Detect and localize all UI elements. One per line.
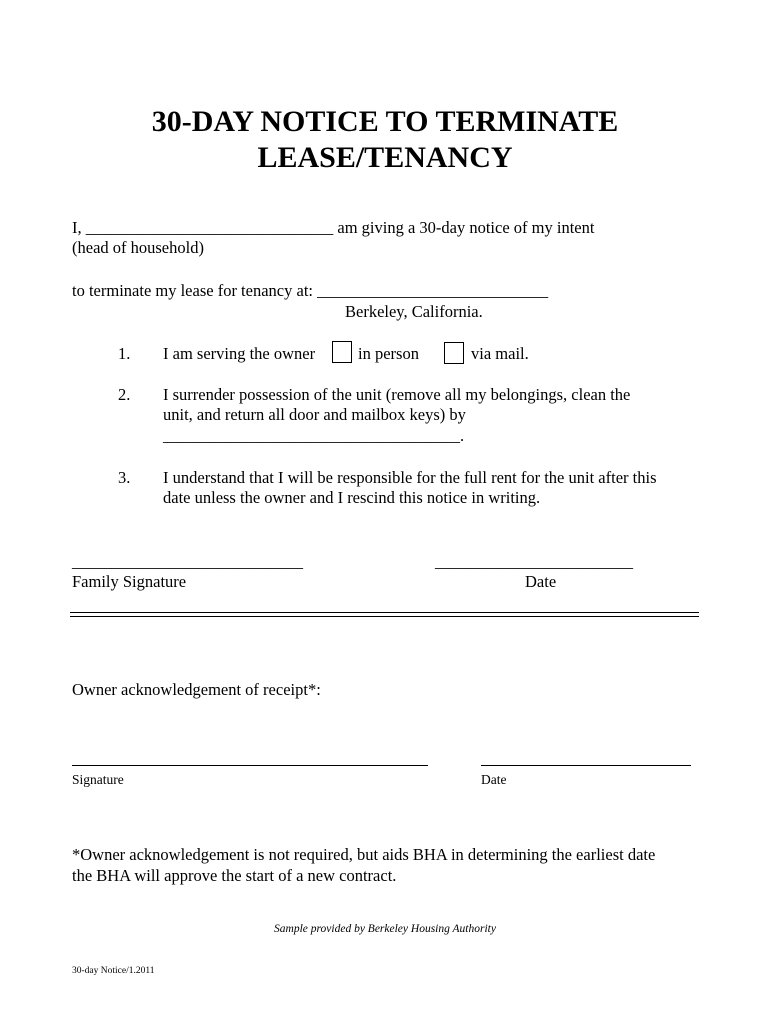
address-blank[interactable]: ____________________________ [317,281,549,300]
intro-prefix: I, [72,218,82,237]
in-person-checkbox[interactable] [332,341,352,363]
owner-signature-line[interactable] [72,765,428,766]
item-3-number: 3. [118,468,131,487]
item-3-line-1: I understand that I will be responsible for the full rent for the unit after this [163,468,657,487]
credit-text: Sample provided by Berkeley Housing Authority [274,923,496,935]
section-divider [70,612,699,617]
family-date-blank[interactable]: ________________________ [435,552,633,571]
surrender-date-blank[interactable]: ____________________________________. [163,426,465,445]
owner-date-label: Date [481,772,507,787]
form-id: 30-day Notice/1.2011 [72,966,155,976]
via-mail-label: via mail. [471,344,529,363]
footnote-line-2: the BHA will approve the start of a new contract. [72,866,397,885]
item-1-text: I am serving the owner [163,344,316,363]
owner-signature-label: Signature [72,772,124,787]
item-2-line-2: unit, and return all door and mailbox keys) by [163,405,466,424]
address-city: Berkeley, California. [345,302,483,321]
item-2-number: 2. [118,385,131,404]
head-of-household-blank[interactable]: ______________________________ [85,218,334,237]
title-line-2: LEASE/TENANCY [257,141,513,174]
family-date-label: Date [525,572,557,591]
family-signature-label: Family Signature [72,572,187,591]
owner-acknowledgement-heading: Owner acknowledgement of receipt*: [72,680,321,699]
item-2-line-1: I surrender possession of the unit (remove all my belongings, clean the [163,385,631,404]
intro-suffix: am giving a 30-day notice of my intent [337,218,595,237]
intro-line [72,218,594,238]
family-signature-blank[interactable]: ____________________________ [72,552,303,571]
item-1-number: 1. [118,344,131,363]
owner-date-line[interactable] [481,765,691,766]
address-prefix: to terminate my lease for tenancy at: [72,281,313,300]
in-person-label: in person [358,344,419,363]
item-3-line-2: date unless the owner and I rescind this notice in writing. [163,488,541,507]
footnote-line-1: *Owner acknowledgement is not required, but aids BHA in determining the earliest date [72,845,656,864]
address-line [72,281,548,301]
via-mail-checkbox[interactable] [444,342,464,364]
head-of-household-caption: (head of household) [72,238,204,257]
title-line-1: 30-DAY NOTICE TO TERMINATE [151,105,619,138]
